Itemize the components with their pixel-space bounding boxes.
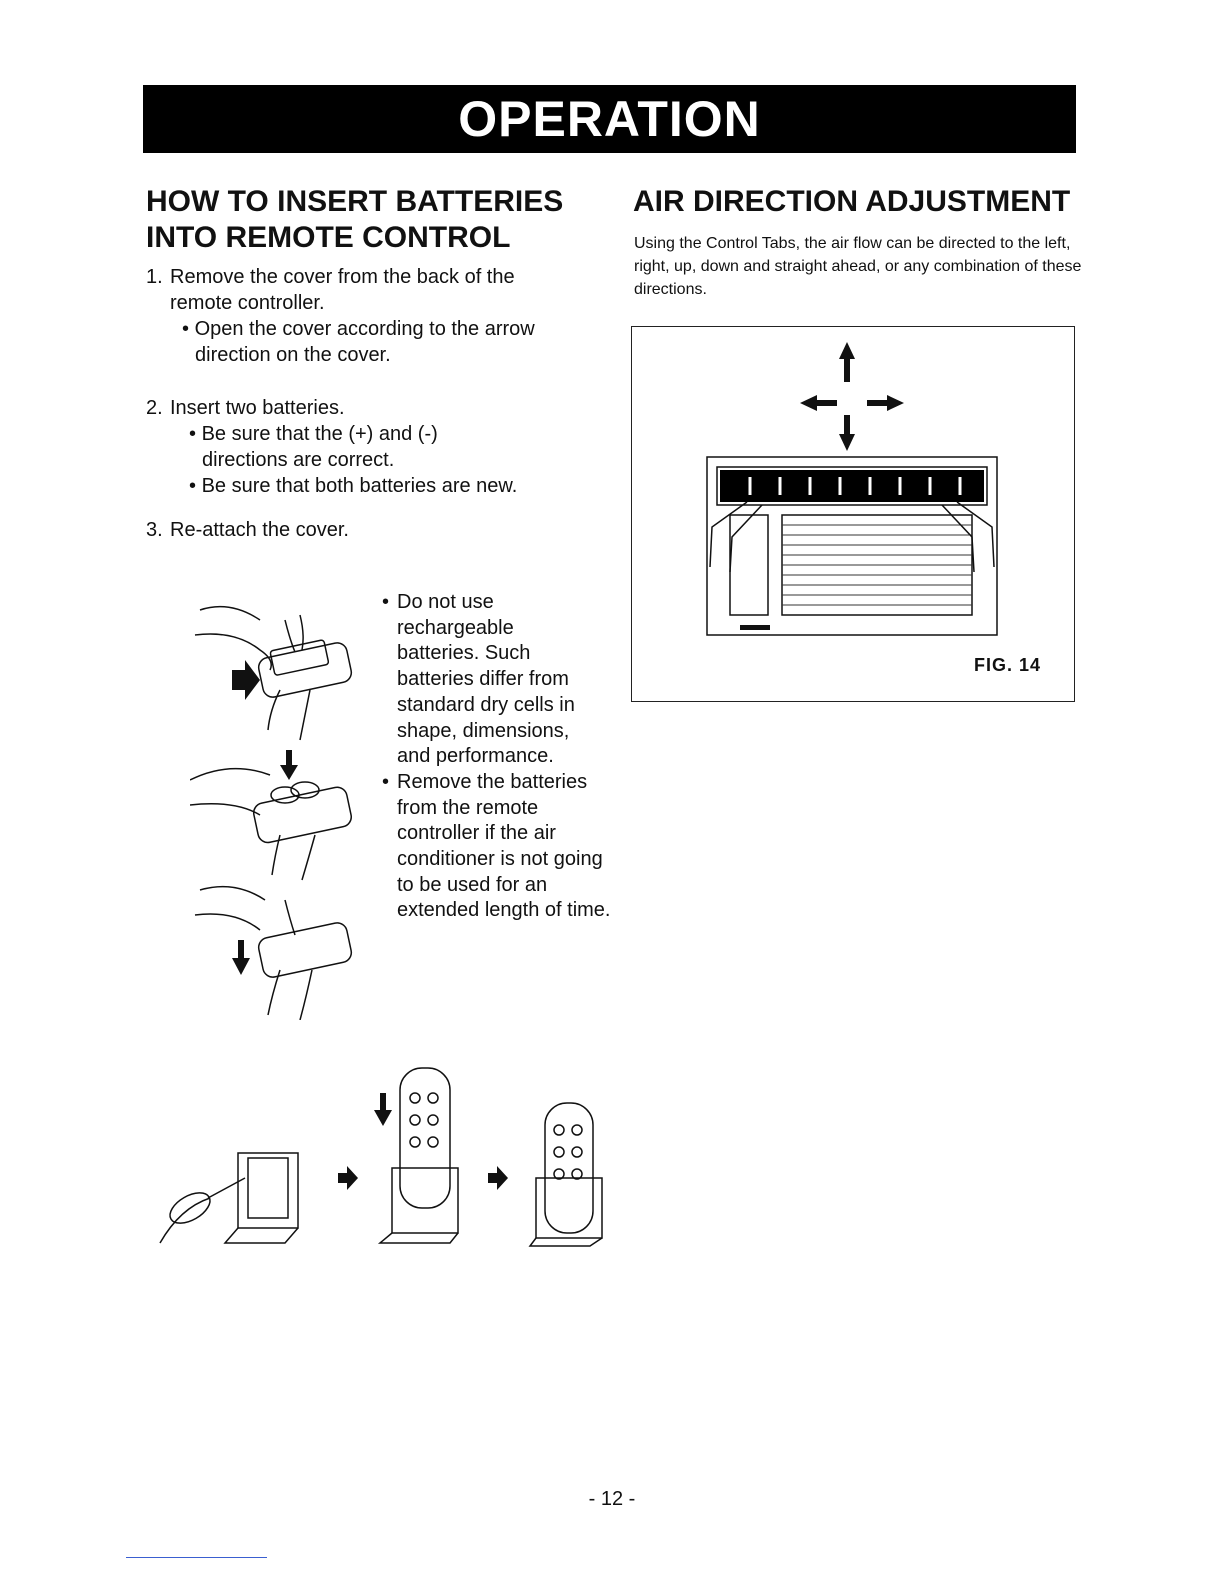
remote-attach-cover-step <box>195 887 353 1020</box>
hands <box>710 502 994 572</box>
step-1 <box>146 264 576 368</box>
holder-mounting-step <box>160 1153 298 1243</box>
air-direction-intro: Using the Control Tabs, the air flow can be directed to the left, right, up, down and straight ahead, or any combination of these directions. <box>634 235 1082 298</box>
arrow-icon <box>232 660 260 700</box>
air-conditioner-illustration <box>632 327 1073 700</box>
step-2 <box>146 395 576 499</box>
step-text: Re-attach the cover. <box>170 519 349 541</box>
batteries-heading-line2: INTO REMOTE CONTROL <box>146 221 511 254</box>
step-3 <box>146 517 576 543</box>
battery-steps <box>146 264 576 543</box>
figure-caption: FIG. 14 <box>973 655 1041 675</box>
remote-holder-illustration <box>150 1058 620 1258</box>
battery-notes <box>382 590 612 924</box>
arrow-icon <box>488 1166 508 1190</box>
brand-logo <box>740 625 770 630</box>
figure-14 <box>631 326 1075 702</box>
arrow-icon <box>280 750 298 780</box>
holder-insert-remote-step <box>380 1068 458 1243</box>
batteries-heading <box>146 184 563 256</box>
right-arrow-icon <box>867 395 904 411</box>
arrow-icon <box>338 1166 358 1190</box>
step-number: 1. <box>146 266 163 288</box>
step-text: Insert two batteries. <box>170 397 345 419</box>
step-text: Remove the cover from the back of the remote controller. <box>170 266 515 314</box>
step-number: 2. <box>146 397 163 419</box>
remote-insert-batteries-step <box>190 769 353 880</box>
left-arrow-icon <box>800 395 837 411</box>
down-arrow-icon <box>839 415 855 451</box>
footer-line <box>126 1557 267 1558</box>
batteries-heading-line1: HOW TO INSERT BATTERIES <box>146 185 564 218</box>
note-item: • Do not use rechargeable batteries. Such batteries differ from standard dry cells in shape, dimensions, and performance. <box>382 591 575 768</box>
step-bullet: • Be sure that the (+) and (-) directions are correct. <box>189 423 438 471</box>
step-number: 3. <box>146 519 163 541</box>
air-direction-heading: AIR DIRECTION ADJUSTMENT <box>633 185 1071 218</box>
arrow-icon <box>232 940 250 975</box>
note-item: • Remove the batteries from the remote controller if the air conditioner is not going to be used for an extended length of time. <box>382 770 611 922</box>
step-bullet: • Be sure that both batteries are new. <box>189 475 518 497</box>
section-banner: OPERATION <box>143 85 1076 153</box>
holder-stored-remote-step <box>530 1103 602 1246</box>
air-vent-louvers <box>720 470 984 502</box>
up-arrow-icon <box>839 342 855 382</box>
step-bullet: • Open the cover according to the arrow direction on the cover. <box>182 318 535 366</box>
remote-battery-illustration <box>190 590 370 1020</box>
front-grille <box>782 525 972 605</box>
arrow-icon <box>374 1093 392 1126</box>
page-number: - 12 - <box>588 1488 636 1510</box>
remote-open-cover-step <box>195 607 353 740</box>
